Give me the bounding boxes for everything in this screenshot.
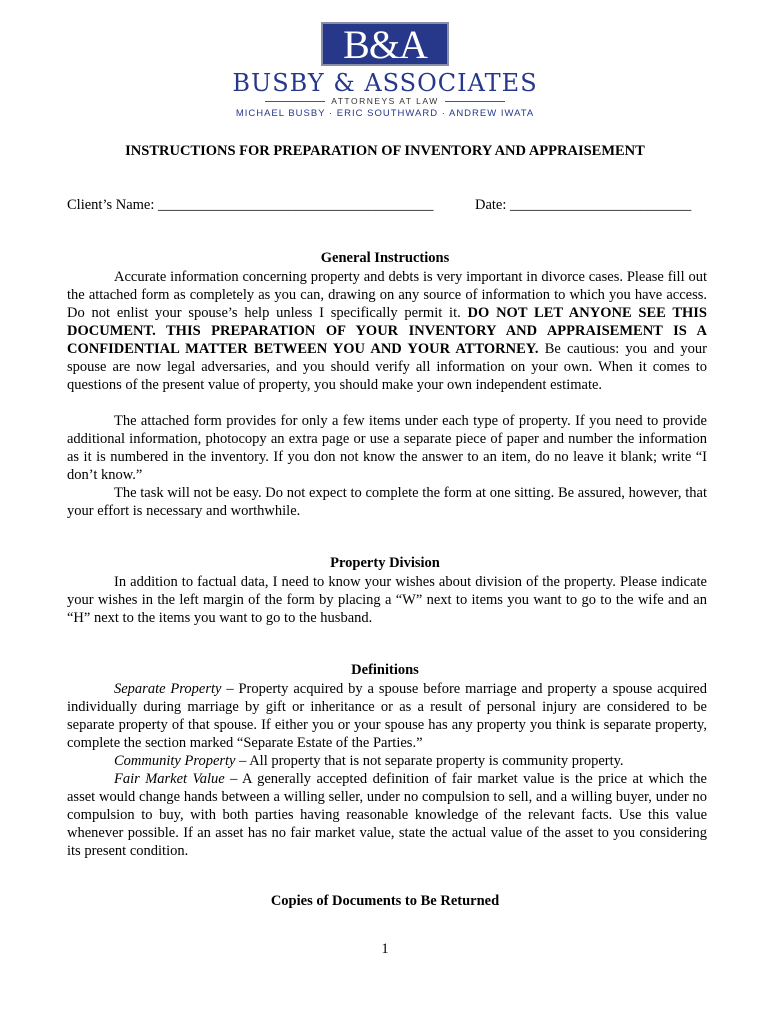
logo-rule-left — [265, 101, 325, 102]
community-property-term: Community Property — [114, 753, 236, 769]
general-p1-bold: DO NOT LET ANYONE SEE THIS DOCUMENT. THIS PREPARATION OF YOUR INVENTORY AND APPRAISEMENT IS A CONFIDENTIAL MATTER BETWEEN YOU AND YOUR ATTORNEY. — [67, 305, 708, 357]
page-number: 1 — [381, 941, 389, 957]
definitions-heading: Definitions — [351, 662, 419, 678]
general-p1-text: Accurate information concerning property and debts is very important in divorce cases. Please fill out the attached form as completely as you can, drawing on any source of information to which you have access. Do not enlist your spouse’s help unless I specifically permit it. — [67, 269, 707, 321]
general-p1-tail: Be cautious: you and your spouse are now legal adversaries, and you should verify all information on your own. When it comes to questions of the present value of property, you should make your own independent estimate. — [67, 341, 707, 393]
copies-of-documents-heading: Copies of Documents to Be Returned — [270, 893, 500, 909]
general-paragraph-1 — [67, 268, 707, 394]
definition-fair-market-value — [67, 770, 707, 860]
property-division-heading: Property Division — [330, 555, 440, 571]
fair-market-value-text: – A generally accepted definition of fair market value is the price at which the asset would change hands between a willing seller, under no compulsion to sell, and a willing buyer, under no compulsion to buy, with both parties having reasonable knowledge of the relevant facts. Use this value whenever possible. If an asset has no fair market value, state the actual value of the asset to you considering its present condition. — [67, 771, 707, 859]
date-field[interactable] — [475, 197, 691, 214]
client-name-label: Client’s Name: — [67, 197, 155, 213]
general-paragraph-3: The task will not be easy. Do not expect to complete the form at one sitting. Be assured, however, that your effort is necessary and worthwhile. — [67, 485, 707, 519]
logo-rule-right — [445, 101, 505, 102]
community-property-text: – All property that is not separate property is community property. — [235, 753, 624, 769]
date-blank: _________________________ — [510, 197, 692, 213]
logo-monogram: B&A — [321, 22, 449, 66]
property-division-paragraph: In addition to factual data, I need to know your wishes about division of the property. Please indicate your wishes in the left margin of the form by placing a “W” next to items you want to go to the wife and an “H” next to the items you want to go to the husband. — [67, 574, 707, 626]
logo-firm-name: BUSBY & ASSOCIATES — [232, 69, 538, 97]
separate-property-text: – Property acquired by a spouse before marriage and property a spouse acquired individually during marriage by gift or inheritance or as a result of personal injury are considered to be separate property of that spouse. If either you or your spouse has any property you think is separate property, complete the section marked “Separate Estate of the Parties.” — [67, 681, 707, 751]
logo-partners: MICHAEL BUSBY · ERIC SOUTHWARD · ANDREW IWATA — [235, 108, 535, 119]
general-paragraph-2: The attached form provides for only a few items under each type of property. If you need to provide additional information, photocopy an extra page or use a separate piece of paper and number the information as it is numbered in the inventory. If you don not know the answer to an item, do no leave it blank; write “I don’t know.” — [67, 413, 707, 483]
document-title: INSTRUCTIONS FOR PREPARATION OF INVENTORY AND APPRAISEMENT — [125, 143, 645, 159]
definition-community-property — [67, 752, 707, 770]
fair-market-value-term: Fair Market Value — [114, 771, 225, 787]
logo-tagline-row — [0, 96, 770, 107]
general-instructions-heading: General Instructions — [320, 250, 450, 266]
firm-logo — [0, 22, 770, 120]
definition-separate-property — [67, 680, 707, 752]
date-label: Date: — [475, 197, 507, 213]
client-name-blank: ______________________________________ — [158, 197, 434, 213]
separate-property-term: Separate Property — [114, 681, 222, 697]
logo-tagline: ATTORNEYS AT LAW — [331, 96, 439, 106]
